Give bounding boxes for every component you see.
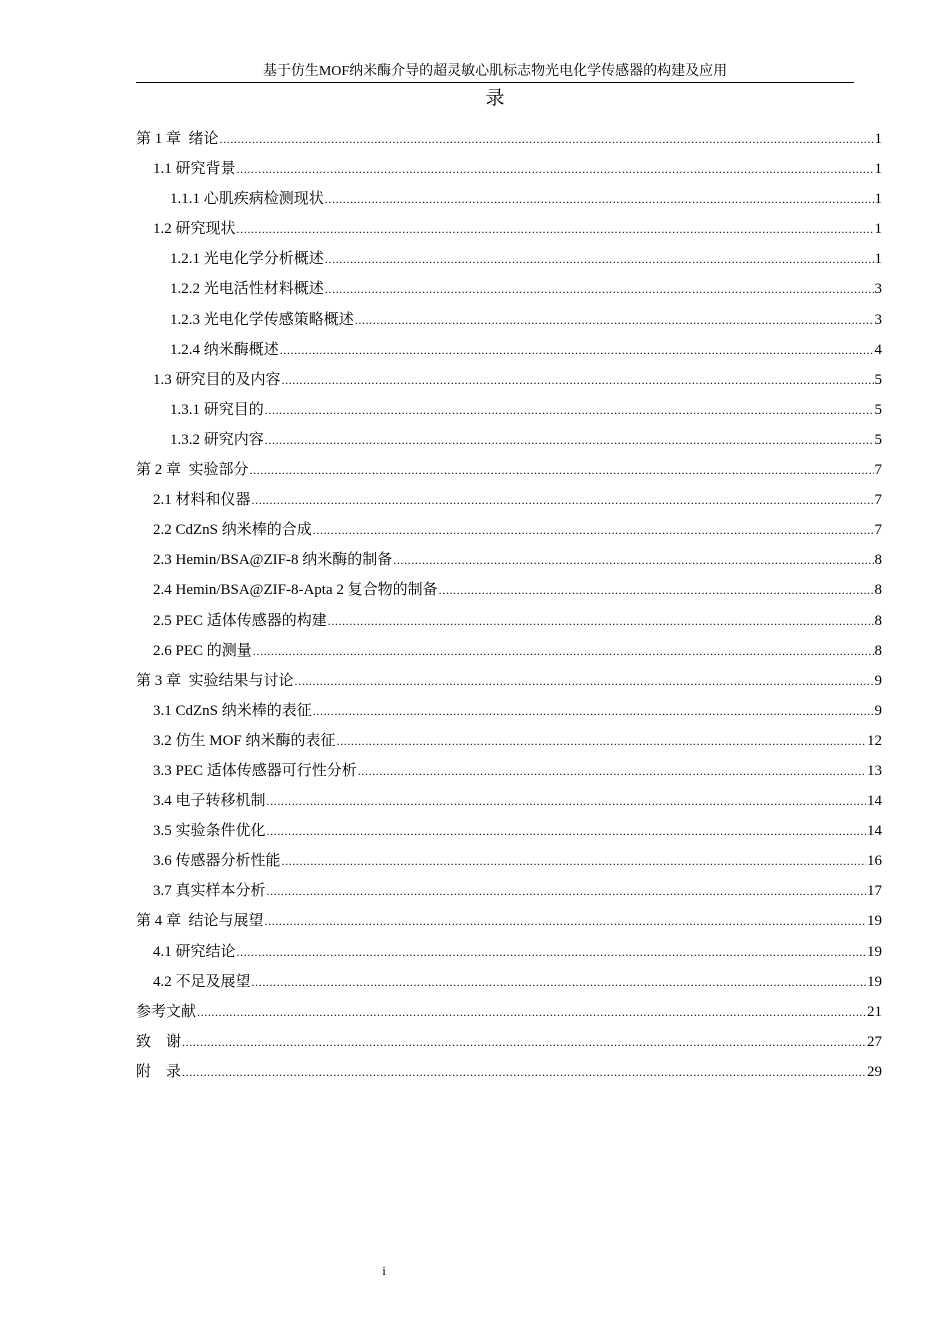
toc-dot-leader — [237, 156, 874, 182]
toc-dot-leader — [282, 367, 874, 393]
toc-dot-leader — [325, 246, 874, 272]
toc-dot-leader — [337, 728, 866, 754]
toc-entry-label: 4.2 不足及展望 — [153, 973, 251, 990]
toc-dot-leader — [439, 577, 874, 603]
toc-entry-page: 14 — [867, 793, 882, 810]
toc-entry-label: 2.3 Hemin/BSA@ZIF-8 纳米酶的制备 — [153, 552, 393, 569]
toc-entry[interactable] — [136, 276, 882, 306]
toc-entry-page: 19 — [867, 913, 882, 930]
toc-dot-leader — [265, 908, 866, 934]
toc-entry-page: 29 — [867, 1063, 882, 1080]
toc-entry-page: 16 — [867, 853, 882, 870]
toc-entry[interactable] — [136, 908, 882, 938]
toc-entry-page: 19 — [867, 943, 882, 960]
toc-entry-page: 8 — [874, 642, 882, 659]
toc-entry[interactable] — [136, 126, 882, 156]
running-header: 基于仿生MOF纳米酶介导的超灵敏心肌标志物光电化学传感器的构建及应用 — [262, 64, 728, 79]
toc-dot-leader — [328, 608, 874, 634]
toc-entry-page: 1 — [874, 251, 882, 268]
toc-entry-label: 2.4 Hemin/BSA@ZIF-8-Apta 2 复合物的制备 — [153, 582, 438, 599]
toc-entry[interactable] — [136, 246, 882, 276]
toc-dot-leader — [267, 878, 866, 904]
toc-dot-leader — [237, 216, 874, 242]
toc-entry-page: 9 — [874, 702, 882, 719]
toc-entry-page: 3 — [874, 311, 882, 328]
toc-dot-leader — [250, 457, 874, 483]
toc-entry[interactable] — [136, 728, 882, 758]
toc-entry-label: 3.7 真实样本分析 — [153, 883, 266, 900]
toc-entry[interactable] — [136, 758, 882, 788]
toc-entry-page: 12 — [867, 732, 882, 749]
toc-entry-page: 1 — [874, 191, 882, 208]
toc-entry-page: 8 — [874, 552, 882, 569]
toc-entry[interactable] — [136, 788, 882, 818]
toc-entry[interactable] — [136, 487, 882, 517]
toc-entry-page: 1 — [874, 221, 882, 238]
toc-entry-label: 3.2 仿生 MOF 纳米酶的表征 — [153, 732, 336, 749]
toc-dot-leader — [313, 698, 874, 724]
toc-dot-leader — [313, 517, 874, 543]
toc-entry[interactable] — [136, 939, 882, 969]
toc-entry[interactable] — [136, 427, 882, 457]
toc-entry-page: 9 — [874, 672, 882, 689]
toc-entry[interactable] — [136, 608, 882, 638]
toc-dot-leader — [253, 638, 874, 664]
toc-entry-label: 1.1 研究背景 — [153, 161, 236, 178]
toc-entry-page: 7 — [874, 492, 882, 509]
toc-entry-page: 7 — [874, 462, 882, 479]
toc-entry-label: 第 1 章 绪论 — [136, 131, 219, 147]
toc-entry-label: 3.3 PEC 适体传感器可行性分析 — [153, 762, 357, 779]
toc-entry-label: 3.4 电子转移机制 — [153, 793, 266, 810]
toc-entry[interactable] — [136, 1059, 882, 1089]
toc-entry[interactable] — [136, 517, 882, 547]
toc-entry-page: 8 — [874, 612, 882, 629]
toc-entry-page: 5 — [874, 431, 882, 448]
toc-entry-label: 参考文献 — [136, 1003, 197, 1020]
toc-entry[interactable] — [136, 577, 882, 607]
toc-dot-leader — [280, 337, 874, 363]
toc-dot-leader — [252, 969, 866, 995]
toc-entry-label: 2.2 CdZnS 纳米棒的合成 — [153, 522, 312, 539]
page-number: i — [382, 1263, 386, 1278]
toc-entry-page: 3 — [874, 281, 882, 298]
toc-entry[interactable] — [136, 186, 882, 216]
toc-entry-page: 7 — [874, 522, 882, 539]
toc-entry[interactable] — [136, 818, 882, 848]
toc-list — [136, 126, 882, 1089]
toc-entry[interactable] — [136, 367, 882, 397]
toc-dot-leader — [267, 818, 866, 844]
toc-entry-label: 第 2 章 实验部分 — [136, 462, 249, 479]
toc-entry-label: 1.2.4 纳米酶概述 — [170, 341, 279, 358]
toc-entry-page: 19 — [867, 973, 882, 990]
header-rule — [136, 82, 854, 83]
toc-entry[interactable] — [136, 698, 882, 728]
toc-dot-leader — [265, 427, 874, 453]
toc-dot-leader — [182, 1059, 866, 1085]
toc-entry[interactable] — [136, 848, 882, 878]
toc-dot-leader — [182, 1029, 866, 1055]
toc-entry-page: 5 — [874, 371, 882, 388]
toc-dot-leader — [237, 939, 866, 965]
toc-dot-leader — [252, 487, 874, 513]
toc-entry-label: 第 3 章 实验结果与讨论 — [136, 672, 294, 689]
toc-entry-label: 3.5 实验条件优化 — [153, 823, 266, 840]
toc-entry[interactable] — [136, 337, 882, 367]
toc-entry-label: 附 录 — [136, 1063, 182, 1080]
toc-entry[interactable] — [136, 216, 882, 246]
toc-entry-label: 1.3 研究目的及内容 — [153, 371, 281, 388]
toc-dot-leader — [267, 788, 866, 814]
toc-entry-label: 3.6 传感器分析性能 — [153, 853, 281, 870]
toc-entry[interactable] — [136, 1029, 882, 1059]
toc-entry[interactable] — [136, 668, 882, 698]
toc-entry-page: 17 — [867, 883, 882, 900]
toc-entry-label: 1.1.1 心肌疾病检测现状 — [170, 191, 324, 208]
toc-entry[interactable] — [136, 397, 882, 427]
toc-dot-leader — [220, 126, 874, 152]
toc-entry-page: 8 — [874, 582, 882, 599]
toc-entry-label: 1.2.2 光电活性材料概述 — [170, 281, 324, 298]
toc-entry-page: 1 — [874, 131, 882, 147]
toc-dot-leader — [325, 186, 874, 212]
toc-entry[interactable] — [136, 547, 882, 577]
toc-entry[interactable] — [136, 457, 882, 487]
toc-entry-label: 4.1 研究结论 — [153, 943, 236, 960]
toc-dot-leader — [355, 307, 874, 333]
toc-dot-leader — [282, 848, 866, 874]
toc-entry-page: 5 — [874, 401, 882, 418]
toc-entry-page: 14 — [867, 823, 882, 840]
toc-entry-page: 27 — [867, 1033, 882, 1050]
toc-entry-page: 4 — [874, 341, 882, 358]
toc-entry-page: 1 — [874, 161, 882, 178]
toc-entry[interactable] — [136, 156, 882, 186]
toc-dot-leader — [197, 999, 866, 1025]
toc-dot-leader — [295, 668, 874, 694]
toc-entry-label: 致 谢 — [136, 1033, 182, 1050]
toc-dot-leader — [265, 397, 874, 423]
toc-entry[interactable] — [136, 999, 882, 1029]
toc-title: 录 — [485, 88, 505, 109]
toc-entry[interactable] — [136, 638, 882, 668]
toc-entry-label: 3.1 CdZnS 纳米棒的表征 — [153, 702, 312, 719]
toc-entry-label: 1.3.2 研究内容 — [170, 431, 264, 448]
toc-entry-label: 第 4 章 结论与展望 — [136, 913, 264, 930]
toc-dot-leader — [393, 547, 873, 573]
toc-entry-label: 2.5 PEC 适体传感器的构建 — [153, 612, 327, 629]
toc-entry[interactable] — [136, 307, 882, 337]
toc-entry-label: 2.6 PEC 的测量 — [153, 642, 252, 659]
toc-entry[interactable] — [136, 969, 882, 999]
toc-dot-leader — [358, 758, 866, 784]
toc-entry-page: 21 — [867, 1003, 882, 1020]
toc-entry-page: 13 — [867, 762, 882, 779]
toc-dot-leader — [325, 276, 874, 302]
toc-entry-label: 1.2 研究现状 — [153, 221, 236, 238]
toc-entry[interactable] — [136, 878, 882, 908]
toc-entry-label: 1.3.1 研究目的 — [170, 401, 264, 418]
toc-entry-label: 1.2.1 光电化学分析概述 — [170, 251, 324, 268]
toc-entry-label: 1.2.3 光电化学传感策略概述 — [170, 311, 354, 328]
toc-entry-label: 2.1 材料和仪器 — [153, 492, 251, 509]
